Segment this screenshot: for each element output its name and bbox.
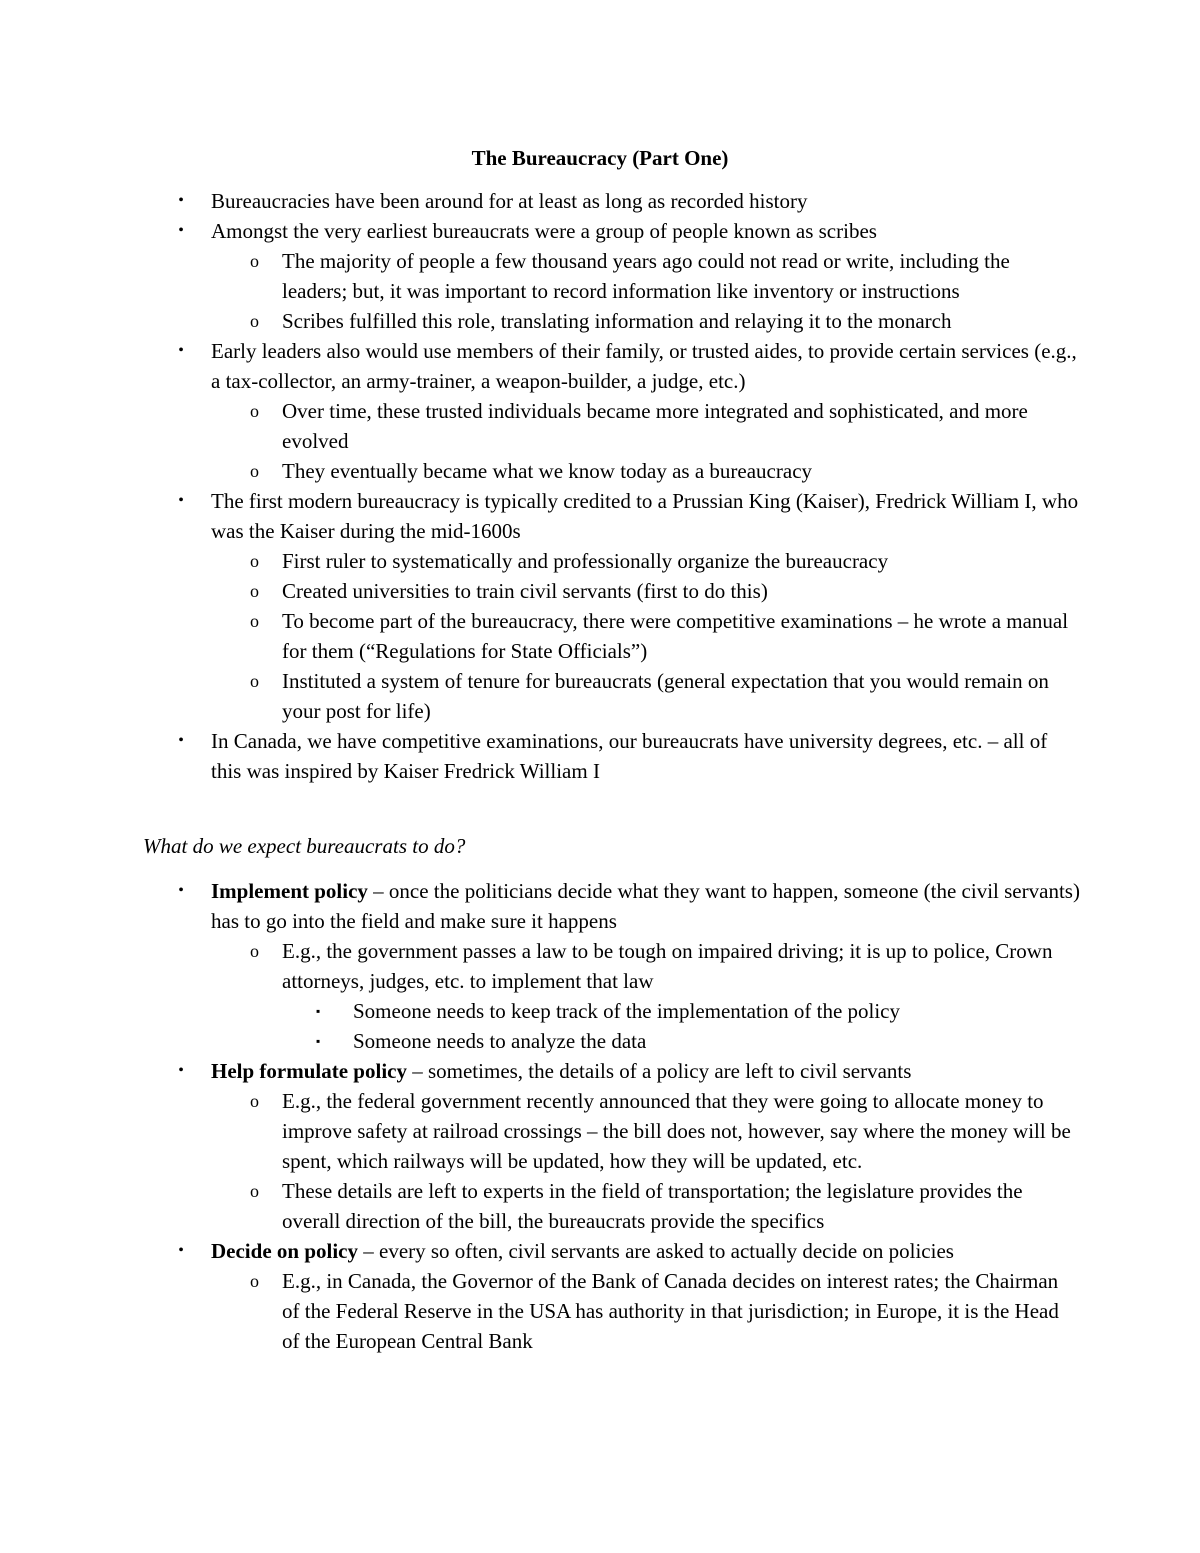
sub-list-item [211,1176,1080,1236]
circle-bullet-icon: o [250,401,259,421]
sub-list [211,1266,1080,1356]
sub-list [211,546,1080,726]
circle-bullet-icon: o [250,461,259,481]
sub-list-item [211,936,1080,1056]
history-bullet-list [0,186,1080,786]
circle-bullet-icon: o [250,941,259,961]
circle-bullet-icon: o [250,251,259,271]
list-item-text: In Canada, we have competitive examinations, our bureaucrats have university degrees, etc. – all of this was inspired by Kaiser Fredrick William I [211,729,1048,783]
bullet-icon: • [178,1242,184,1259]
sub-list-item-text: They eventually became what we know today as a bureaucracy [282,459,813,483]
circle-bullet-icon: o [250,1091,259,1111]
sub-list-item-text: The majority of people a few thousand years ago could not read or write, including the leaders; but, it was important to record information like inventory or instructions [282,249,1010,303]
list-item [0,726,1080,786]
square-bullet-icon: ▪ [316,1004,321,1018]
sub-list-item-text: Over time, these trusted individuals became more integrated and sophisticated, and more evolved [282,399,1028,453]
circle-bullet-icon: o [250,581,259,601]
list-item-text: Bureaucracies have been around for at least as long as recorded history [211,189,808,213]
list-item-text: Early leaders also would use members of their family, or trusted aides, to provide certain services (e.g., a tax-collector, an army-trainer, a weapon-builder, a judge, etc.) [211,339,1077,393]
sub-list-item [211,306,1080,336]
sub-list-item-text: E.g., the federal government recently announced that they were going to allocate money to improve safety at railroad crossings – the bill does not, however, say where the money will be spent, which railways will be updated, how they will be updated, etc. [282,1089,1071,1173]
list-item-text: – once the politicians decide what they want to happen, someone (the civil servants) has to go into the field and make sure it happens [211,879,1080,933]
sub-list-item-text: First ruler to systematically and professionally organize the bureaucracy [282,549,889,573]
list-item [0,336,1080,486]
list-item-text: Amongst the very earliest bureaucrats were a group of people known as scribes [211,219,877,243]
list-item-text: – sometimes, the details of a policy are left to civil servants [406,1059,912,1083]
list-item-text: The first modern bureaucracy is typically credited to a Prussian King (Kaiser), Fredrick William I, who was the Kaiser during the mid-1600s [211,489,1079,543]
list-item [0,216,1080,336]
sub-list-item [211,1266,1080,1356]
list-item [0,1236,1080,1356]
list-item-text: – every so often, civil servants are asked to actually decide on policies [358,1239,954,1263]
circle-bullet-icon: o [250,611,259,631]
bullet-icon: • [178,1062,184,1079]
list-item [0,1056,1080,1236]
sub-list-item-text: Scribes fulfilled this role, translating information and relaying it to the monarch [282,309,952,333]
sub-list [211,246,1080,336]
circle-bullet-icon: o [250,1271,259,1291]
sub-list-item [211,456,1080,486]
sub-list-item [211,1086,1080,1176]
list-item [0,486,1080,726]
sub-list-item-text: E.g., in Canada, the Governor of the Bank of Canada decides on interest rates; the Chairman of the Federal Reserve in the USA has authority in that jurisdiction; in Europe, it is the Head of the European Central Bank [282,1269,1059,1353]
section-subheading: What do we expect bureaucrats to do? [143,834,466,858]
list-item [0,186,1080,216]
list-item-bold-term: Help formulate policy [211,1059,407,1083]
sub-list [211,1086,1080,1236]
expectations-bullet-list [0,876,1080,1356]
sub-list-item [211,576,1080,606]
circle-bullet-icon: o [250,1181,259,1201]
sub-sub-list [282,996,1080,1056]
circle-bullet-icon: o [250,551,259,571]
sub-list-item [211,606,1080,666]
circle-bullet-icon: o [250,311,259,331]
sub-list-item-text: E.g., the government passes a law to be tough on impaired driving; it is up to police, Crown attorneys, judges, etc. to implement that law [282,939,1053,993]
bullet-icon: • [178,222,184,239]
bullet-icon: • [178,732,184,749]
bullet-icon: • [178,492,184,509]
bullet-icon: • [178,882,184,899]
sub-list-item [211,546,1080,576]
circle-bullet-icon: o [250,671,259,691]
list-item-bold-term: Implement policy [211,879,368,903]
list-item-bold-term: Decide on policy [211,1239,358,1263]
sub-list-item-text: Instituted a system of tenure for bureaucrats (general expectation that you would remain on your post for life) [282,669,1049,723]
sub-list-item-text: To become part of the bureaucracy, there were competitive examinations – he wrote a manual for them (“Regulations for State Officials”) [282,609,1069,663]
sub-list-item [211,396,1080,456]
sub-list [211,396,1080,486]
list-item [0,876,1080,1056]
sub-list-item-text: These details are left to experts in the field of transportation; the legislature provides the overall direction of the bill, the bureaucrats provide the specifics [282,1179,1023,1233]
sub-list-item [211,666,1080,726]
bullet-icon: • [178,192,184,209]
square-bullet-icon: ▪ [316,1034,321,1048]
bullet-icon: • [178,342,184,359]
page-title: The Bureaucracy (Part One) [471,146,729,170]
sub-sub-list-item-text: Someone needs to analyze the data [353,1029,647,1053]
sub-sub-list-item [282,996,1080,1026]
sub-list-item [211,246,1080,306]
sub-sub-list-item [282,1026,1080,1056]
sub-sub-list-item-text: Someone needs to keep track of the implementation of the policy [353,999,901,1023]
sub-list-item-text: Created universities to train civil servants (first to do this) [282,579,768,603]
sub-list [211,936,1080,1056]
